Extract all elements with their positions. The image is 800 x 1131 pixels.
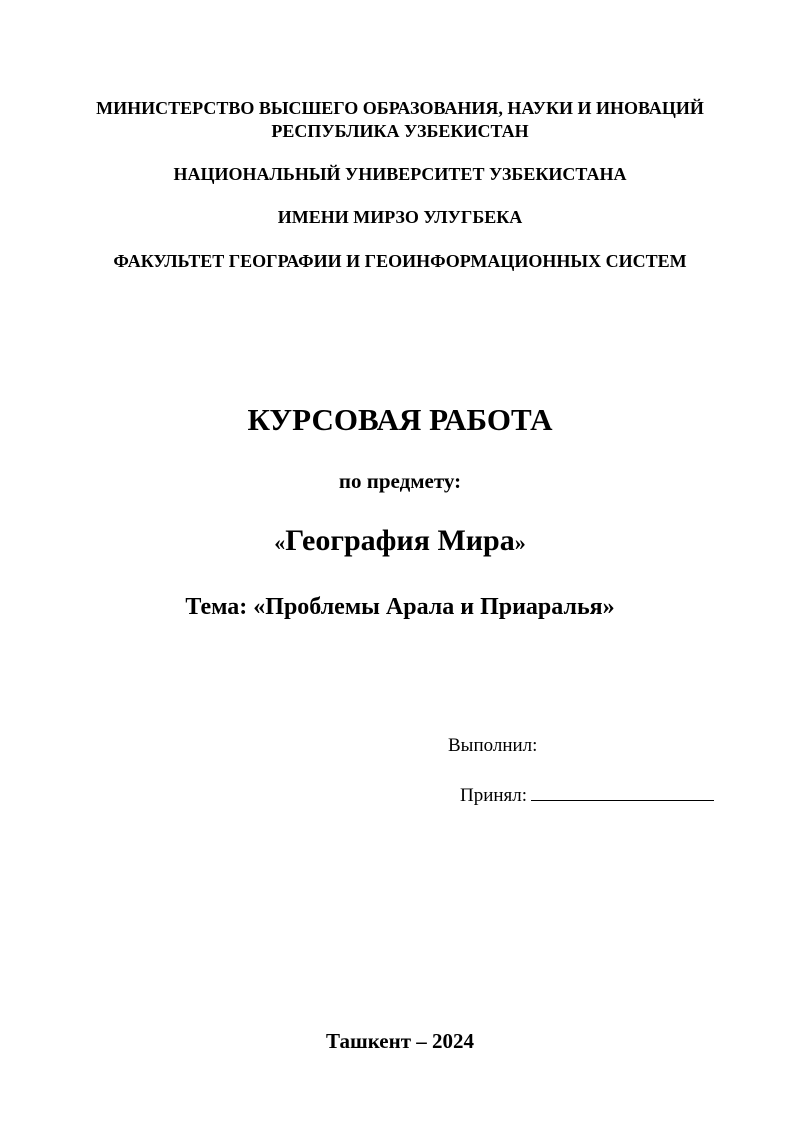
subject-close-quote: » — [514, 530, 526, 555]
subject-intro: по предмету: — [338, 469, 462, 493]
city-year: Ташкент – 2024 — [325, 1029, 475, 1053]
subject-name: География Мира — [285, 524, 515, 557]
subject-title — [0, 520, 800, 564]
performed-by-label: Выполнил: — [448, 735, 538, 756]
accepted-by-label: Принял: — [460, 785, 528, 806]
university-name: НАЦИОНАЛЬНЫЙ УНИВЕРСИТЕТ УЗБЕКИСТАНА — [173, 164, 627, 184]
ministry-line-1: МИНИСТЕРСТВО ВЫСШЕГО ОБРАЗОВАНИЯ, НАУКИ И ИНОВАЦИЙ — [96, 98, 704, 118]
signature-blank-line — [531, 782, 714, 801]
subject-open-quote: « — [274, 530, 286, 555]
faculty-name: ФАКУЛЬТЕТ ГЕОГРАФИИ И ГЕОИНФОРМАЦИОННЫХ СИСТЕМ — [113, 251, 687, 271]
accepted-by-row — [460, 782, 714, 809]
document-type-title: КУРСОВАЯ РАБОТА — [247, 402, 553, 437]
topic-title: Тема: «Проблемы Арала и Приаралья» — [185, 594, 615, 620]
university-named-after: ИМЕНИ МИРЗО УЛУГБЕКА — [277, 207, 523, 227]
ministry-line-2: РЕСПУБЛИКА УЗБЕКИСТАН — [271, 121, 529, 141]
